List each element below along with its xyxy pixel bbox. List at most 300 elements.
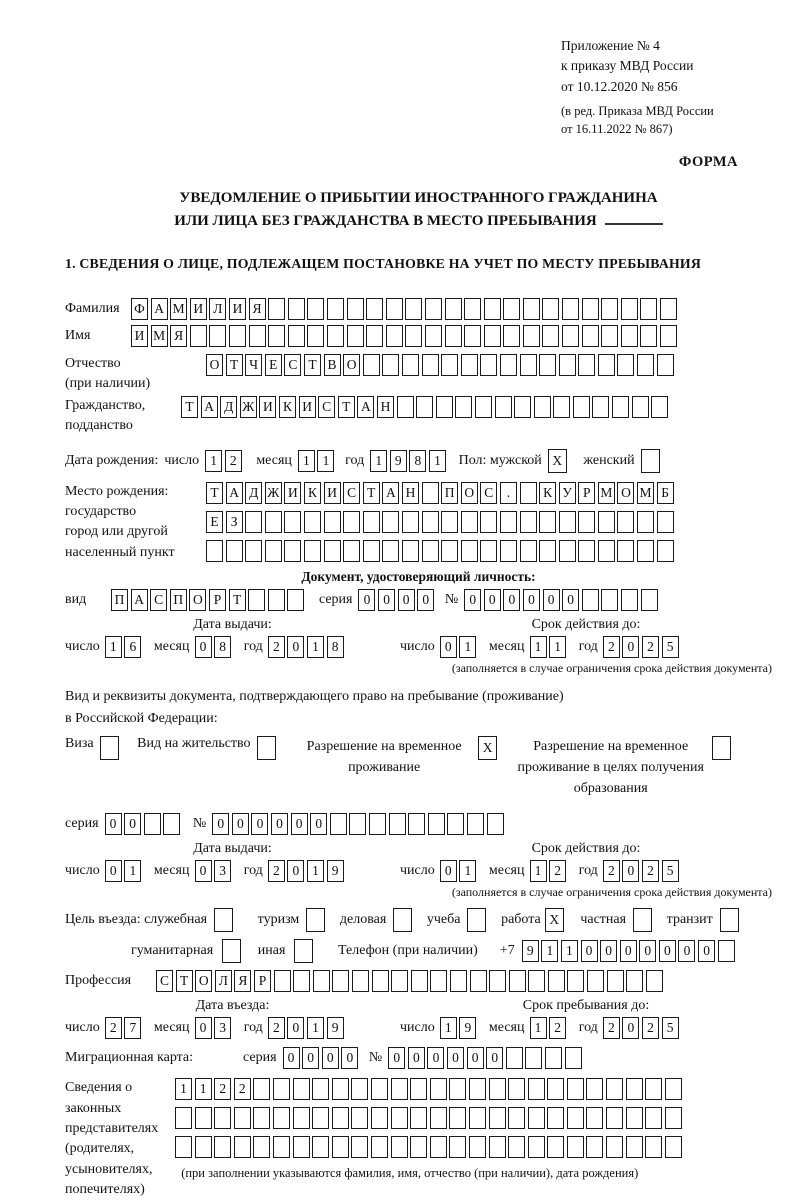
char-cell[interactable] [214,908,233,932]
char-cell[interactable]: 0 [251,813,268,835]
char-cell[interactable] [397,396,414,418]
char-cell[interactable] [245,511,262,533]
birth-year-field[interactable] [370,450,448,472]
sex-male-checkbox[interactable] [548,449,570,473]
char-cell[interactable]: 2 [225,450,242,472]
char-cell[interactable]: А [226,482,243,504]
char-cell[interactable]: У [559,482,576,504]
purpose-private-checkbox[interactable] [633,908,655,932]
char-cell[interactable] [582,298,599,320]
char-cell[interactable] [343,511,360,533]
char-cell[interactable] [626,1107,643,1129]
char-cell[interactable]: Т [176,970,193,992]
char-cell[interactable] [539,540,556,562]
entry-month[interactable] [195,1017,234,1039]
purpose-tourism-checkbox[interactable] [306,908,328,932]
char-cell[interactable]: 8 [214,636,231,658]
char-cell[interactable]: И [259,396,276,418]
char-cell[interactable]: 0 [562,589,579,611]
birth-day-field[interactable] [205,450,244,472]
char-cell[interactable] [489,970,506,992]
char-cell[interactable] [598,354,615,376]
char-cell[interactable]: 8 [327,636,344,658]
char-cell[interactable]: 0 [447,1047,464,1069]
char-cell[interactable]: И [284,482,301,504]
char-cell[interactable]: 9 [327,1017,344,1039]
birthplace-row1[interactable] [206,482,676,504]
char-cell[interactable]: 0 [622,636,639,658]
char-cell[interactable]: 0 [195,636,212,658]
char-cell[interactable]: 0 [503,589,520,611]
char-cell[interactable] [500,540,517,562]
representatives-row3[interactable] [175,1136,684,1158]
char-cell[interactable]: Т [181,396,198,418]
char-cell[interactable]: 2 [549,1017,566,1039]
char-cell[interactable] [436,396,453,418]
char-cell[interactable] [612,396,629,418]
char-cell[interactable] [366,325,383,347]
char-cell[interactable] [480,354,497,376]
char-cell[interactable]: 6 [124,636,141,658]
char-cell[interactable]: 0 [287,860,304,882]
char-cell[interactable] [637,354,654,376]
char-cell[interactable] [391,1136,408,1158]
char-cell[interactable] [562,325,579,347]
char-cell[interactable] [351,1136,368,1158]
char-cell[interactable] [288,325,305,347]
char-cell[interactable] [410,1107,427,1129]
birthplace-row3[interactable] [206,540,676,562]
char-cell[interactable] [553,396,570,418]
char-cell[interactable]: 0 [417,589,434,611]
char-cell[interactable]: 0 [484,589,501,611]
char-cell[interactable]: 9 [459,1017,476,1039]
char-cell[interactable] [464,298,481,320]
char-cell[interactable] [391,1107,408,1129]
char-cell[interactable] [422,540,439,562]
char-cell[interactable] [313,970,330,992]
char-cell[interactable]: 0 [212,813,229,835]
char-cell[interactable] [352,970,369,992]
id-doc-type-field[interactable] [111,589,307,611]
char-cell[interactable]: С [343,482,360,504]
char-cell[interactable] [214,1136,231,1158]
char-cell[interactable]: 1 [549,636,566,658]
char-cell[interactable]: 0 [486,1047,503,1069]
char-cell[interactable]: 1 [195,1078,212,1100]
char-cell[interactable] [363,511,380,533]
char-cell[interactable]: Н [402,482,419,504]
char-cell[interactable] [449,1107,466,1129]
char-cell[interactable]: Л [215,970,232,992]
char-cell[interactable]: 1 [205,450,222,472]
char-cell[interactable]: Т [229,589,246,611]
char-cell[interactable] [411,970,428,992]
char-cell[interactable] [422,354,439,376]
char-cell[interactable]: Ж [265,482,282,504]
char-cell[interactable] [520,482,537,504]
char-cell[interactable] [578,540,595,562]
purpose-work-checkbox[interactable] [545,908,567,932]
char-cell[interactable]: М [151,325,168,347]
char-cell[interactable]: 8 [409,450,426,472]
purpose-official-checkbox[interactable] [214,908,236,932]
char-cell[interactable]: 5 [662,636,679,658]
char-cell[interactable] [461,540,478,562]
citizenship-field[interactable] [181,396,671,418]
char-cell[interactable] [327,298,344,320]
id-expiry-day[interactable] [440,636,479,658]
char-cell[interactable] [665,1136,682,1158]
char-cell[interactable]: Т [304,354,321,376]
char-cell[interactable]: 1 [307,860,324,882]
stay-month[interactable] [530,1017,569,1039]
char-cell[interactable]: И [190,298,207,320]
char-cell[interactable] [539,354,556,376]
id-doc-number-field[interactable] [464,589,660,611]
char-cell[interactable]: 1 [541,940,558,962]
char-cell[interactable]: 2 [105,1017,122,1039]
char-cell[interactable] [503,298,520,320]
char-cell[interactable] [534,396,551,418]
char-cell[interactable]: Р [578,482,595,504]
char-cell[interactable] [222,939,241,963]
char-cell[interactable] [447,813,464,835]
char-cell[interactable] [547,1136,564,1158]
char-cell[interactable] [657,511,674,533]
char-cell[interactable] [332,970,349,992]
char-cell[interactable] [632,396,649,418]
char-cell[interactable]: С [150,589,167,611]
char-cell[interactable]: Б [657,482,674,504]
char-cell[interactable] [565,1047,582,1069]
char-cell[interactable] [506,1047,523,1069]
char-cell[interactable]: 0 [341,1047,358,1069]
char-cell[interactable]: 0 [464,589,481,611]
char-cell[interactable]: 1 [530,1017,547,1039]
char-cell[interactable] [425,298,442,320]
residence-number-field[interactable] [212,813,506,835]
char-cell[interactable]: 0 [195,860,212,882]
char-cell[interactable] [371,1107,388,1129]
char-cell[interactable]: X [548,449,567,473]
char-cell[interactable] [402,540,419,562]
char-cell[interactable] [402,511,419,533]
char-cell[interactable] [567,970,584,992]
id-issue-month[interactable] [195,636,234,658]
char-cell[interactable] [268,589,285,611]
char-cell[interactable]: 0 [581,940,598,962]
char-cell[interactable] [408,813,425,835]
char-cell[interactable] [559,354,576,376]
char-cell[interactable]: 2 [268,1017,285,1039]
char-cell[interactable]: И [131,325,148,347]
char-cell[interactable]: 0 [620,940,637,962]
char-cell[interactable]: Р [254,970,271,992]
char-cell[interactable] [324,540,341,562]
char-cell[interactable]: 0 [271,813,288,835]
char-cell[interactable]: И [299,396,316,418]
char-cell[interactable]: О [617,482,634,504]
representatives-row1[interactable] [175,1078,684,1100]
char-cell[interactable] [293,1107,310,1129]
char-cell[interactable] [545,1047,562,1069]
char-cell[interactable] [175,1107,192,1129]
char-cell[interactable] [163,813,180,835]
char-cell[interactable] [330,813,347,835]
char-cell[interactable] [523,298,540,320]
char-cell[interactable] [487,813,504,835]
char-cell[interactable]: Т [206,482,223,504]
char-cell[interactable] [372,970,389,992]
char-cell[interactable]: 0 [440,860,457,882]
char-cell[interactable] [637,511,654,533]
char-cell[interactable] [495,396,512,418]
char-cell[interactable] [410,1078,427,1100]
char-cell[interactable]: 0 [105,860,122,882]
purpose-humanitarian-checkbox[interactable] [222,939,244,963]
char-cell[interactable] [562,298,579,320]
char-cell[interactable] [351,1078,368,1100]
char-cell[interactable] [641,589,658,611]
temp-residence-education-checkbox[interactable] [712,736,734,760]
char-cell[interactable]: 0 [378,589,395,611]
purpose-transit-checkbox[interactable] [720,908,742,932]
id-issue-year[interactable] [268,636,346,658]
char-cell[interactable]: М [170,298,187,320]
char-cell[interactable]: 7 [124,1017,141,1039]
char-cell[interactable]: 2 [268,860,285,882]
char-cell[interactable] [144,813,161,835]
char-cell[interactable]: П [111,589,128,611]
char-cell[interactable] [646,970,663,992]
char-cell[interactable] [195,1107,212,1129]
char-cell[interactable]: 1 [440,1017,457,1039]
char-cell[interactable] [633,908,652,932]
char-cell[interactable] [606,1107,623,1129]
char-cell[interactable]: П [170,589,187,611]
char-cell[interactable] [718,940,735,962]
char-cell[interactable]: 0 [659,940,676,962]
char-cell[interactable] [469,1078,486,1100]
birth-month-field[interactable] [298,450,337,472]
char-cell[interactable] [514,396,531,418]
char-cell[interactable] [617,540,634,562]
migration-number-field[interactable] [388,1047,584,1069]
char-cell[interactable]: О [195,970,212,992]
char-cell[interactable] [445,325,462,347]
char-cell[interactable] [617,354,634,376]
char-cell[interactable] [601,325,618,347]
char-cell[interactable]: М [598,482,615,504]
char-cell[interactable]: 2 [642,1017,659,1039]
char-cell[interactable] [489,1107,506,1129]
char-cell[interactable] [327,325,344,347]
char-cell[interactable]: 0 [124,813,141,835]
char-cell[interactable] [657,354,674,376]
char-cell[interactable] [441,511,458,533]
char-cell[interactable] [386,298,403,320]
char-cell[interactable]: Е [206,511,223,533]
char-cell[interactable] [598,511,615,533]
char-cell[interactable] [626,970,643,992]
char-cell[interactable] [351,1107,368,1129]
id-doc-seria-field[interactable] [358,589,436,611]
char-cell[interactable] [234,1107,251,1129]
char-cell[interactable] [349,813,366,835]
char-cell[interactable]: А [151,298,168,320]
char-cell[interactable] [214,1107,231,1129]
char-cell[interactable]: 0 [287,1017,304,1039]
char-cell[interactable] [455,396,472,418]
char-cell[interactable] [273,1136,290,1158]
char-cell[interactable]: 1 [175,1078,192,1100]
char-cell[interactable]: 9 [390,450,407,472]
char-cell[interactable] [288,298,305,320]
char-cell[interactable]: О [343,354,360,376]
char-cell[interactable] [660,298,677,320]
char-cell[interactable] [371,1078,388,1100]
residence-permit-checkbox[interactable] [257,736,279,760]
char-cell[interactable] [489,1078,506,1100]
char-cell[interactable]: 0 [287,636,304,658]
char-cell[interactable]: 1 [105,636,122,658]
char-cell[interactable]: 1 [530,636,547,658]
entry-year[interactable] [268,1017,346,1039]
residence-expiry-year[interactable] [603,860,681,882]
char-cell[interactable]: К [539,482,556,504]
char-cell[interactable]: К [304,482,321,504]
char-cell[interactable] [606,1078,623,1100]
char-cell[interactable] [293,1136,310,1158]
char-cell[interactable] [467,813,484,835]
phone-field[interactable] [522,940,738,962]
char-cell[interactable]: А [201,396,218,418]
char-cell[interactable] [265,511,282,533]
char-cell[interactable] [601,298,618,320]
char-cell[interactable] [100,736,119,760]
char-cell[interactable] [253,1107,270,1129]
char-cell[interactable] [422,482,439,504]
char-cell[interactable]: С [318,396,335,418]
char-cell[interactable] [248,589,265,611]
char-cell[interactable]: М [637,482,654,504]
given-name-field[interactable] [131,325,680,347]
char-cell[interactable] [226,540,243,562]
char-cell[interactable]: А [131,589,148,611]
char-cell[interactable] [312,1107,329,1129]
char-cell[interactable] [441,354,458,376]
char-cell[interactable] [253,1078,270,1100]
char-cell[interactable] [284,511,301,533]
char-cell[interactable] [657,540,674,562]
char-cell[interactable]: 0 [358,589,375,611]
char-cell[interactable]: 0 [105,813,122,835]
char-cell[interactable] [528,970,545,992]
char-cell[interactable]: 0 [622,1017,639,1039]
char-cell[interactable]: Ж [240,396,257,418]
char-cell[interactable] [542,298,559,320]
char-cell[interactable] [430,1136,447,1158]
char-cell[interactable] [441,540,458,562]
char-cell[interactable]: И [324,482,341,504]
char-cell[interactable]: Т [363,482,380,504]
char-cell[interactable] [508,1078,525,1100]
char-cell[interactable]: Н [377,396,394,418]
char-cell[interactable] [363,540,380,562]
char-cell[interactable]: П [441,482,458,504]
char-cell[interactable] [586,1078,603,1100]
char-cell[interactable] [712,736,731,760]
purpose-business-checkbox[interactable] [393,908,415,932]
char-cell[interactable] [586,1107,603,1129]
char-cell[interactable] [430,970,447,992]
char-cell[interactable] [393,908,412,932]
char-cell[interactable] [304,540,321,562]
char-cell[interactable]: 3 [214,1017,231,1039]
char-cell[interactable] [450,970,467,992]
char-cell[interactable] [469,1107,486,1129]
char-cell[interactable]: 5 [662,1017,679,1039]
residence-issue-day[interactable] [105,860,144,882]
id-issue-day[interactable] [105,636,144,658]
residence-issue-month[interactable] [195,860,234,882]
char-cell[interactable]: Я [170,325,187,347]
char-cell[interactable]: Е [265,354,282,376]
char-cell[interactable] [520,540,537,562]
char-cell[interactable]: И [229,298,246,320]
char-cell[interactable] [416,396,433,418]
char-cell[interactable] [586,1136,603,1158]
char-cell[interactable] [312,1078,329,1100]
char-cell[interactable] [273,1078,290,1100]
char-cell[interactable] [489,1136,506,1158]
id-expiry-year[interactable] [603,636,681,658]
char-cell[interactable] [528,1078,545,1100]
char-cell[interactable] [528,1107,545,1129]
char-cell[interactable] [720,908,739,932]
char-cell[interactable] [449,1078,466,1100]
char-cell[interactable] [592,396,609,418]
char-cell[interactable] [175,1136,192,1158]
char-cell[interactable] [461,511,478,533]
char-cell[interactable] [539,511,556,533]
char-cell[interactable] [528,1136,545,1158]
representatives-row2[interactable] [175,1107,684,1129]
char-cell[interactable] [520,354,537,376]
char-cell[interactable]: С [480,482,497,504]
char-cell[interactable]: Д [245,482,262,504]
char-cell[interactable] [445,298,462,320]
char-cell[interactable]: Л [209,298,226,320]
char-cell[interactable]: С [156,970,173,992]
char-cell[interactable] [347,325,364,347]
char-cell[interactable]: 1 [124,860,141,882]
char-cell[interactable]: 0 [698,940,715,962]
char-cell[interactable] [273,1107,290,1129]
char-cell[interactable] [573,396,590,418]
char-cell[interactable] [567,1078,584,1100]
char-cell[interactable] [391,1078,408,1100]
char-cell[interactable] [469,1136,486,1158]
char-cell[interactable]: 2 [234,1078,251,1100]
char-cell[interactable] [371,1136,388,1158]
char-cell[interactable] [525,1047,542,1069]
entry-day[interactable] [105,1017,144,1039]
char-cell[interactable] [382,354,399,376]
char-cell[interactable] [253,1136,270,1158]
char-cell[interactable] [307,325,324,347]
